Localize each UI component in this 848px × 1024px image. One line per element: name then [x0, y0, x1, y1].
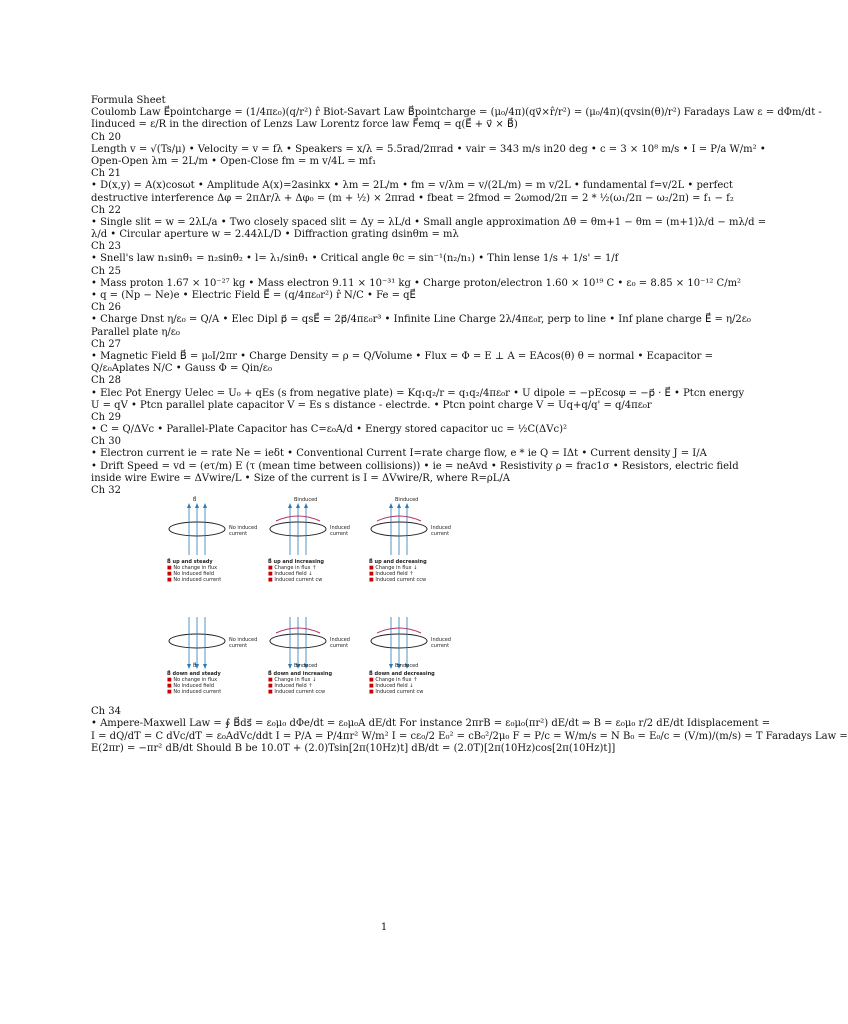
formula-line: Iinduced = ε/R in the direction of Lenzs Law Lorentz force law F⃗emq = q(E⃗ + v⃗ × B⃗) — [91, 119, 518, 131]
formula-line: U = qV • Ptcn parallel plate capacitor V = Es s distance - electrde. • Ptcn point charge V = Uq+q/q' = q/4πε₀r — [91, 399, 652, 411]
field-label: Binduced — [395, 497, 419, 504]
panel-bullet-text: Induced field ↑ — [375, 571, 414, 578]
field-arrowhead — [304, 503, 308, 508]
bullet-icon: ■ — [369, 565, 376, 572]
field-arrowhead — [288, 503, 292, 508]
chapter-heading: Ch 25 — [91, 265, 121, 277]
chapter-heading: Ch 34 — [91, 706, 121, 718]
panel-caption — [369, 671, 464, 695]
bullet-icon: ■ — [369, 577, 376, 584]
panel-bullet-text: Induced current ccw — [274, 689, 326, 696]
formula-line: • Mass proton 1.67 × 10⁻²⁷ kg • Mass electron 9.11 × 10⁻³¹ kg • Charge proton/electron 1.60 × 10¹⁹ C • ε₀ = 8.85 × 10⁻¹² C/m² — [91, 277, 742, 289]
formula-line: • Ampere-Maxwell Law = ∮ B⃗ds⃗ = ε₀μ₀ dΦe/dt = ε₀μ₀A dE/dt For instance 2πrB = ε₀μ₀(πr²) dE/dt ⇒ B = ε₀μ₀ r/2 dE/dt Idisplacement = — [91, 718, 771, 730]
panel-title: B⃗ up and decreasing — [369, 559, 427, 566]
panel-bullet-text: Induced field ↓ — [375, 683, 414, 690]
bullet-icon: ■ — [167, 683, 174, 690]
panel-bullet — [369, 577, 464, 583]
induced-current-label: Induced current — [431, 525, 451, 538]
formula-line: • Charge Dnst η/ε₀ = Q/A • Elec Dipl p⃗ = qsE⃗ = 2p⃗/4πε₀r³ • Infinite Line Charge 2λ/4πε₀r, perp to line • Inf plane charge E⃗ = η/2ε₀ — [91, 314, 751, 326]
formula-line: Parallel plate η/ε₀ — [91, 326, 180, 338]
chapter-heading: Ch 26 — [91, 302, 121, 314]
formula-line: • Single slit = w = 2λL/a • Two closely spaced slit = Δy = λL/d • Small angle approximation Δθ = θm+1 − θm = (m+1)λ/d − mλ/d = — [91, 216, 767, 228]
chapter-heading: Ch 20 — [91, 131, 121, 143]
formula-line: • Snell's law n₁sinθ₁ = n₂sinθ₂ • l= λ₁/sinθ₁ • Critical angle θc = sin⁻¹(n₂/n₁) • Thin lense 1/s + 1/s' = 1/f — [91, 253, 619, 265]
field-arrowhead — [389, 503, 393, 508]
formula-line: • q = (Np − Ne)e • Electric Field E⃗ = (q/4πε₀r²) r̂ N/C • Fe = qE⃗ — [91, 290, 416, 301]
panel-bullet-text: Change in flux ↓ — [274, 677, 317, 684]
field-arrowhead — [288, 664, 292, 669]
induction-panel — [167, 611, 262, 703]
panel-bullet-text: Change in flux ↑ — [375, 677, 418, 684]
panel-bullet-text: No induced current — [173, 577, 222, 584]
field-arrowhead — [187, 503, 191, 508]
bullet-icon: ■ — [268, 683, 275, 690]
formula-line: λ/d • Circular aperture w = 2.44λL/D • Diffraction grating dsinθm = mλ — [91, 229, 459, 241]
chapter-heading: Ch 21 — [91, 168, 121, 180]
chapter-heading: Ch 23 — [91, 241, 121, 253]
panel-title: B⃗ up and increasing — [268, 559, 324, 566]
formula-line: • C = Q/ΔVc • Parallel-Plate Capacitor has C=ε₀A/d • Energy stored capacitor uc = ½C(ΔVc)² — [91, 424, 567, 436]
panel-bullet-text: Induced field ↓ — [274, 571, 313, 578]
panel-bullet-text: Induced current ccw — [375, 577, 427, 584]
field-label: Binduced — [294, 663, 318, 670]
panel-bullet-text: No induced field — [173, 571, 214, 578]
induction-panel — [167, 499, 262, 591]
chapter-heading: Ch 22 — [91, 204, 121, 216]
panel-bullet-text: No induced field — [173, 683, 214, 690]
bullet-icon: ■ — [268, 677, 275, 684]
panel-bullet-text: Induced current cw — [274, 577, 323, 584]
panel-title: B⃗ down and steady — [167, 671, 221, 678]
panel-bullet-text: No change in flux — [173, 565, 218, 572]
formula-line: • Electron current ie = rate Ne = ieδt • Conventional Current I=rate charge flow, e * ie Q = IΔt • Current density J = I/A — [91, 448, 707, 460]
field-label: Binduced — [294, 497, 318, 504]
panel-title: B⃗ up and steady — [167, 559, 213, 566]
induction-panel — [268, 611, 363, 703]
field-arrowhead — [195, 503, 199, 508]
induction-panel — [369, 499, 464, 591]
field-arrowhead — [405, 503, 409, 508]
formula-line: Open-Open λm = 2L/m • Open-Close fm = m v/4L = mf₁ — [91, 155, 377, 167]
panel-caption — [268, 559, 363, 583]
formula-sheet — [91, 95, 848, 755]
panel-caption — [167, 559, 262, 583]
induced-current-label: Induced current — [431, 637, 451, 650]
bullet-icon: ■ — [167, 571, 174, 578]
bullet-icon: ■ — [167, 577, 174, 584]
page-number: 1 — [380, 922, 388, 933]
panel-bullet-text: Change in flux ↑ — [274, 565, 317, 572]
formula-lines — [91, 107, 822, 497]
induction-panel — [369, 611, 464, 703]
formula-lines-ch34 — [91, 706, 848, 755]
induction-panel — [268, 499, 363, 591]
chapter-heading: Ch 30 — [91, 436, 121, 448]
formula-line: I = dQ/dT = C dVc/dT = ε₀AdVc/ddt I = P/A = P/4πr² W/m² I = cε₀/2 E₀² = cB₀²/2μ₀ F = P/c = W/m/s = N B₀ = E₀/c = (V/m)/(m/s) = T Faradays Law = — [91, 730, 848, 742]
sheet-title: Formula Sheet — [91, 95, 166, 106]
bullet-icon: ■ — [268, 571, 275, 578]
chapter-heading: Ch 28 — [91, 375, 121, 387]
bullet-icon: ■ — [369, 689, 376, 696]
induced-current-label: Induced current — [330, 525, 350, 538]
panel-bullet — [369, 689, 464, 695]
bullet-icon: ■ — [369, 677, 376, 684]
induced-current-label: Induced current — [330, 637, 350, 650]
formula-line: destructive interference Δφ = 2πΔr/λ + Δφ₀ = (m + ½) × 2πrad • fbeat = 2fmod = 2ωmod/2π = 2 * ½(ω₁/2π − ω₂/2π) = f₁ − f₂ — [91, 192, 734, 204]
panel-bullet — [268, 689, 363, 695]
bullet-icon: ■ — [268, 565, 275, 572]
bullet-icon: ■ — [167, 565, 174, 572]
panel-title: B⃗ down and increasing — [268, 671, 333, 678]
field-label: Binduced — [395, 663, 419, 670]
panel-caption — [369, 559, 464, 583]
chapter-heading: Ch 29 — [91, 411, 121, 423]
induced-current-label: No induced current — [229, 525, 258, 538]
field-arrowhead — [203, 664, 207, 669]
formula-line: inside wire Ewire = ΔVwire/L • Size of the current is I = ΔVwire/R, where R=ρL/A — [91, 472, 510, 484]
panel-title: B⃗ down and decreasing — [369, 671, 435, 678]
panel-bullet-text: No induced current — [173, 689, 222, 696]
panel-bullet — [167, 577, 262, 583]
formula-line: Length v = √(Ts/μ) • Velocity = v = fλ • Speakers = x/λ = 5.5rad/2πrad • vair = 343 m/s in20 deg • c = 3 × 10⁸ m/s • I = P/a W/m² • — [91, 143, 766, 155]
panel-bullet-text: Change in flux ↓ — [375, 565, 418, 572]
panel-caption — [167, 671, 262, 695]
induced-current-label: No induced current — [229, 637, 258, 650]
formula-line: • D(x,y) = A(x)cosωt • Amplitude A(x)=2asinkx • λm = 2L/m • fm = v/λm = v/(2L/m) = m v/2L • fundamental f=v/2L • perfect — [91, 180, 733, 192]
field-arrowhead — [203, 503, 207, 508]
chapter-heading: Ch 32 — [91, 485, 121, 496]
field-arrowhead — [389, 664, 393, 669]
bullet-icon: ■ — [268, 577, 275, 584]
field-arrowhead — [296, 503, 300, 508]
formula-line: • Elec Pot Energy Uelec = U₀ + qEs (s from negative plate) = Kq₁q₂/r = q₁q₂/4πε₀r • U dipole = −pEcosφ = −p⃗ · E⃗ • Ptcn energy — [91, 387, 745, 399]
formula-line: • Magnetic Field B⃗ = μ₀I/2πr • Charge Density = ρ = Q/Volume • Flux = Φ = E ⊥ A = EAcos(θ) θ = normal • Ecapacitor = — [91, 350, 713, 362]
field-arrowhead — [397, 503, 401, 508]
bullet-icon: ■ — [369, 683, 376, 690]
bullet-icon: ■ — [369, 571, 376, 578]
formula-line: Q/ε₀Aplates N/C • Gauss Φ = Qin/ε₀ — [91, 363, 272, 375]
field-arrowhead — [187, 664, 191, 669]
field-label: B⃗ — [193, 663, 197, 670]
panel-bullet-text: Induced field ↑ — [274, 683, 313, 690]
formula-line: Coulomb Law E⃗pointcharge = (1/4πε₀)(q/r²) r̂ Biot-Savart Law B⃗pointcharge = (μ₀/4π)(qv⃗×r̂/r²) = (μ₀/4π)(qvsin(θ)/r²) Faradays Law ε = dΦm/dt - — [91, 107, 822, 119]
panel-bullet — [167, 689, 262, 695]
panel-bullet-text: No change in flux — [173, 677, 218, 684]
chapter-heading: Ch 27 — [91, 338, 121, 350]
formula-line: • Drift Speed = vd = (eτ/m) E (τ (mean time between collisions)) • ie = neAvd • Resistivity ρ = frac1σ • Resistors, electric field — [91, 460, 739, 472]
panel-bullet-text: Induced current cw — [375, 689, 424, 696]
formula-line: E(2πr) = −πr² dB/dt Should B be 10.0T + (2.0)Tsin[2π(10Hz)t] dB/dt = (2.0T)[2π(10Hz)cos[2π(10Hz)t]] — [91, 742, 616, 754]
panel-caption — [268, 671, 363, 695]
induction-figures — [91, 499, 680, 704]
bullet-icon: ■ — [268, 689, 275, 696]
bullet-icon: ■ — [167, 689, 174, 696]
bullet-icon: ■ — [167, 677, 174, 684]
field-label: B⃗ — [193, 497, 197, 504]
panel-bullet — [268, 577, 363, 583]
